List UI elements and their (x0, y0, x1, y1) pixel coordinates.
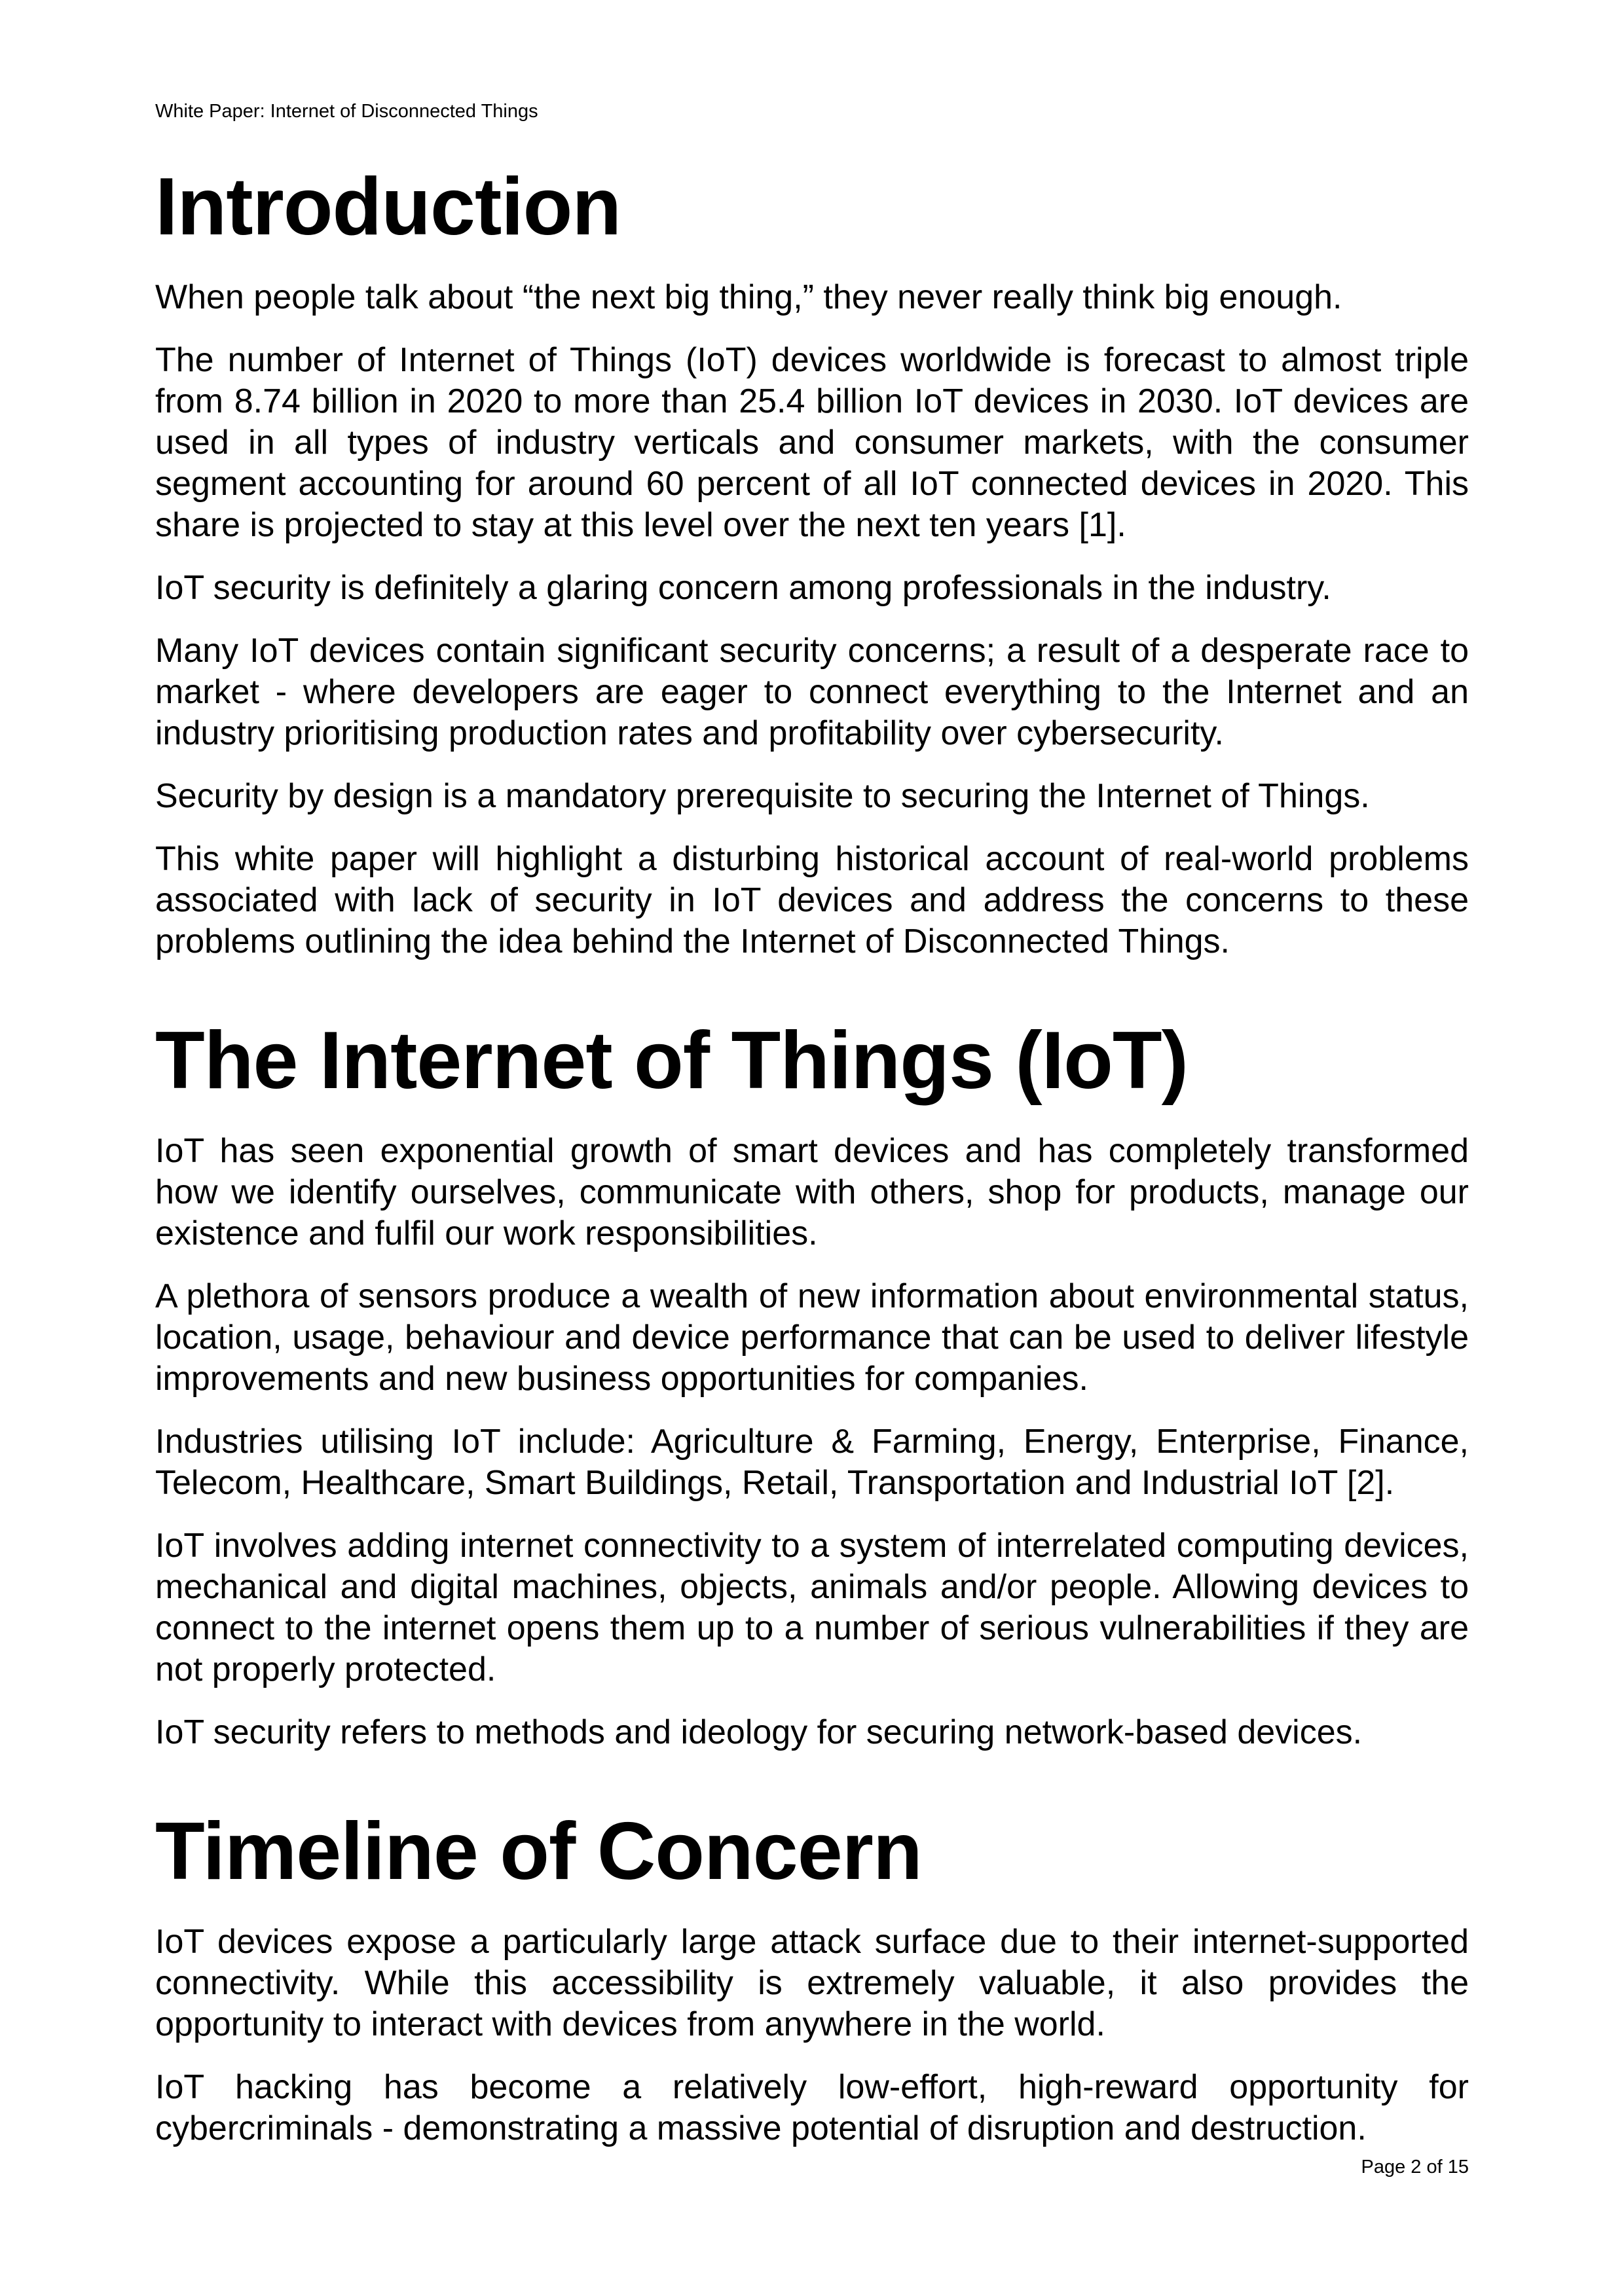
page-content (155, 162, 1469, 2149)
paragraph: A plethora of sensors produce a wealth of new information about environmental status, location, usage, behaviour and device performance that can be used to deliver lifestyle improvements and new business opportunities for companies. (155, 1277, 1469, 1398)
section-internet-of-things (155, 1015, 1469, 1753)
paragraph: Many IoT devices contain significant security concerns; a result of a desperate race to market - where developers are eager to connect everything to the Internet and an industry prioritising production rates and profitability over cybersecurity. (155, 632, 1469, 752)
paragraph: Security by design is a mandatory prerequisite to securing the Internet of Things. (155, 777, 1370, 815)
paragraph: This white paper will highlight a disturbing historical account of real-world problems associated with lack of security in IoT devices and address the concerns to these problems outlining the idea behind the Internet of Disconnected Things. (155, 840, 1469, 960)
paragraph: IoT devices expose a particularly large attack surface due to their internet-supported connectivity. While this accessibility is extremely valuable, it also provides the opportunity to interact with devices from anywhere in the world. (155, 1923, 1469, 2043)
paragraph: IoT hacking has become a relatively low-effort, high-reward opportunity for cybercriminals - demonstrating a massive potential of disruption and destruction. (155, 2068, 1469, 2147)
section-heading: The Internet of Things (IoT) (155, 1015, 1188, 1106)
page-number: Page 2 of 15 (1361, 2157, 1469, 2178)
paragraph: Industries utilising IoT include: Agriculture & Farming, Energy, Enterprise, Finance, Telecom, Healthcare, Smart Buildings, Retail, Transportation and Industrial IoT [2]. (155, 1423, 1469, 1502)
section-timeline-of-concern (155, 1806, 1469, 2149)
section-heading: Timeline of Concern (155, 1806, 922, 1897)
paragraph: IoT involves adding internet connectivity to a system of interrelated computing devices, mechanical and digital machines, objects, animals and/or people. Allowing devices to connect to the internet opens them up to a number of serious vulnerabilities if they are not properly protected. (155, 1527, 1469, 1688)
section-introduction (155, 162, 1469, 962)
paragraph: When people talk about “the next big thing,” they never really think big enough. (155, 278, 1342, 316)
paragraph: IoT security is definitely a glaring concern among professionals in the industry. (155, 569, 1331, 607)
section-heading: Introduction (155, 162, 621, 252)
paragraph: IoT has seen exponential growth of smart devices and has completely transformed how we identify ourselves, communicate with others, shop for products, manage our existence and fulfil our work responsibilities. (155, 1132, 1469, 1252)
paragraph: The number of Internet of Things (IoT) devices worldwide is forecast to almost triple from 8.74 billion in 2020 to more than 25.4 billion IoT devices in 2030. IoT devices are used in all types of industry verticals and consumer markets, with the consumer segment accounting for around 60 percent of all IoT connected devices in 2020. This share is projected to stay at this level over the next ten years [1]. (155, 341, 1469, 544)
paragraph: IoT security refers to methods and ideology for securing network-based devices. (155, 1713, 1363, 1751)
running-header: White Paper: Internet of Disconnected Things (155, 101, 538, 122)
